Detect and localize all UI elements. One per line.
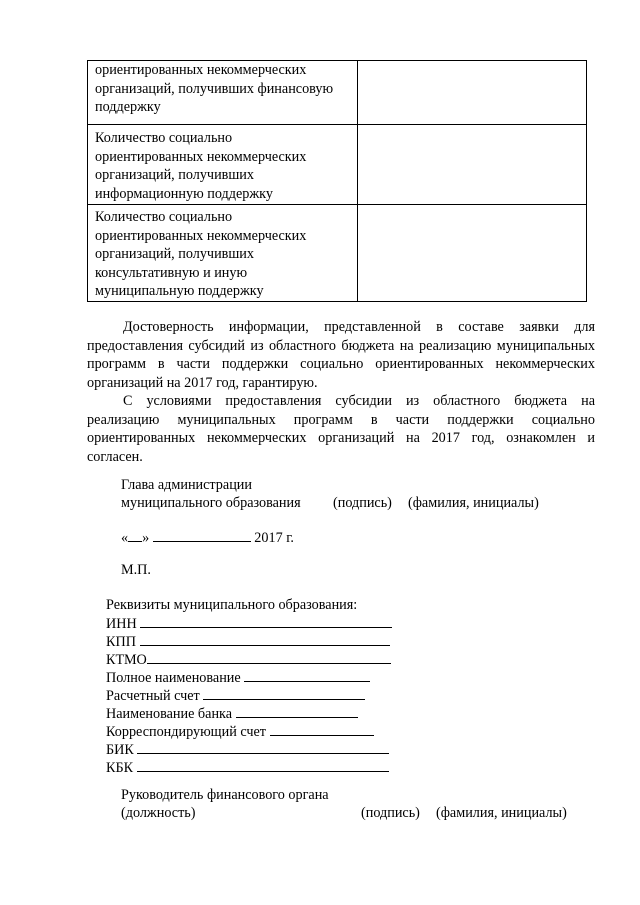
consent-paragraph: С условиями предоставления субсидии из областного бюджета на реализацию муниципальных программ в части поддержки социально ориентированных некоммерческих организаций на 2017 год, ознакомлен и согласен. [87, 393, 595, 465]
bank-name-field[interactable] [236, 704, 358, 718]
cell-text-line: Количество социально [95, 130, 233, 146]
stamp-label: М.П. [121, 562, 151, 578]
requisite-label: КБК [106, 760, 134, 776]
head-name-hint: (фамилия, инициалы) [408, 495, 539, 511]
table-row [88, 61, 587, 125]
requisite-row-bank [106, 704, 358, 723]
requisite-row-bik [106, 740, 389, 759]
requisite-label: Полное наименование [106, 670, 241, 686]
kbk-field[interactable] [137, 758, 389, 772]
cell-text-line: ориентированных некоммерческих [95, 148, 307, 165]
date-quote-close: » [142, 530, 150, 546]
cell-text-line: ориентированных некоммерческих [95, 227, 307, 244]
bik-field[interactable] [137, 740, 389, 754]
finance-sign-hint: (подпись) [361, 805, 420, 821]
requisites-heading: Реквизиты муниципального образования: [106, 597, 358, 613]
corr-account-field[interactable] [270, 722, 374, 736]
cell-text-line: информационную поддержку [95, 185, 273, 202]
finance-name-hint: (фамилия, инициалы) [436, 805, 567, 821]
finance-head-title: Руководитель финансового органа [121, 787, 329, 803]
requisite-label: Корреспондирующий счет [106, 724, 266, 740]
table-row [88, 205, 587, 302]
requisite-row-kbk [106, 758, 389, 777]
requisite-label: КПП [106, 634, 136, 650]
requisite-row-corr-account [106, 722, 374, 741]
cell-text-line: Количество социально [95, 209, 233, 225]
requisite-label: КТМО [106, 652, 147, 668]
date-year: 2017 г. [254, 530, 294, 546]
cell-text-line: ориентированных некоммерческих [95, 62, 307, 78]
support-table [87, 60, 587, 302]
date-line [121, 528, 294, 547]
cell-text-line: организаций, получивших [95, 167, 254, 183]
requisite-row-account [106, 686, 365, 705]
kpp-field[interactable] [140, 632, 390, 646]
cell-text-line: организаций, получивших [95, 246, 254, 262]
requisite-row-kpp [106, 632, 390, 651]
head-title-line1: Глава администрации [121, 477, 252, 493]
table-cell-label [88, 61, 358, 125]
cell-text-line: поддержку [95, 99, 161, 115]
cell-text-line: муниципальную поддержку [95, 283, 264, 299]
full-name-field[interactable] [244, 668, 370, 682]
date-quote-open: « [121, 530, 129, 546]
cell-text-line: консультативную и иную [95, 264, 248, 281]
requisite-row-fullname [106, 668, 370, 687]
table-cell-value[interactable] [358, 125, 587, 205]
head-title-line2: муниципального образования [121, 495, 301, 511]
requisite-label: Наименование банка [106, 706, 233, 722]
guarantee-paragraph: Достоверность информации, представленной в составе заявки для предоставления субсидий из областного бюджета на реализацию муниципальных программ в части поддержки социально ориентированных некоммерческих организаций на 2017 год, гарантирую. [87, 319, 595, 391]
account-field[interactable] [203, 686, 365, 700]
table-cell-value[interactable] [358, 61, 587, 125]
date-day-field[interactable] [128, 528, 142, 542]
inn-field[interactable] [140, 614, 392, 628]
table-row [88, 125, 587, 205]
date-month-field[interactable] [153, 528, 251, 542]
requisite-label: ИНН [106, 616, 137, 632]
table-cell-value[interactable] [358, 205, 587, 302]
requisite-label: Расчетный счет [106, 688, 200, 704]
table-cell-label [88, 205, 358, 302]
finance-position-hint: (должность) [121, 805, 196, 821]
head-sign-hint: (подпись) [333, 495, 392, 511]
requisite-row-inn [106, 614, 392, 633]
requisite-label: БИК [106, 742, 134, 758]
ktmo-field[interactable] [147, 650, 391, 664]
cell-text-line: организаций, получивших финансовую [95, 80, 334, 97]
requisite-row-ktmo [106, 650, 391, 669]
table-cell-label [88, 125, 358, 205]
